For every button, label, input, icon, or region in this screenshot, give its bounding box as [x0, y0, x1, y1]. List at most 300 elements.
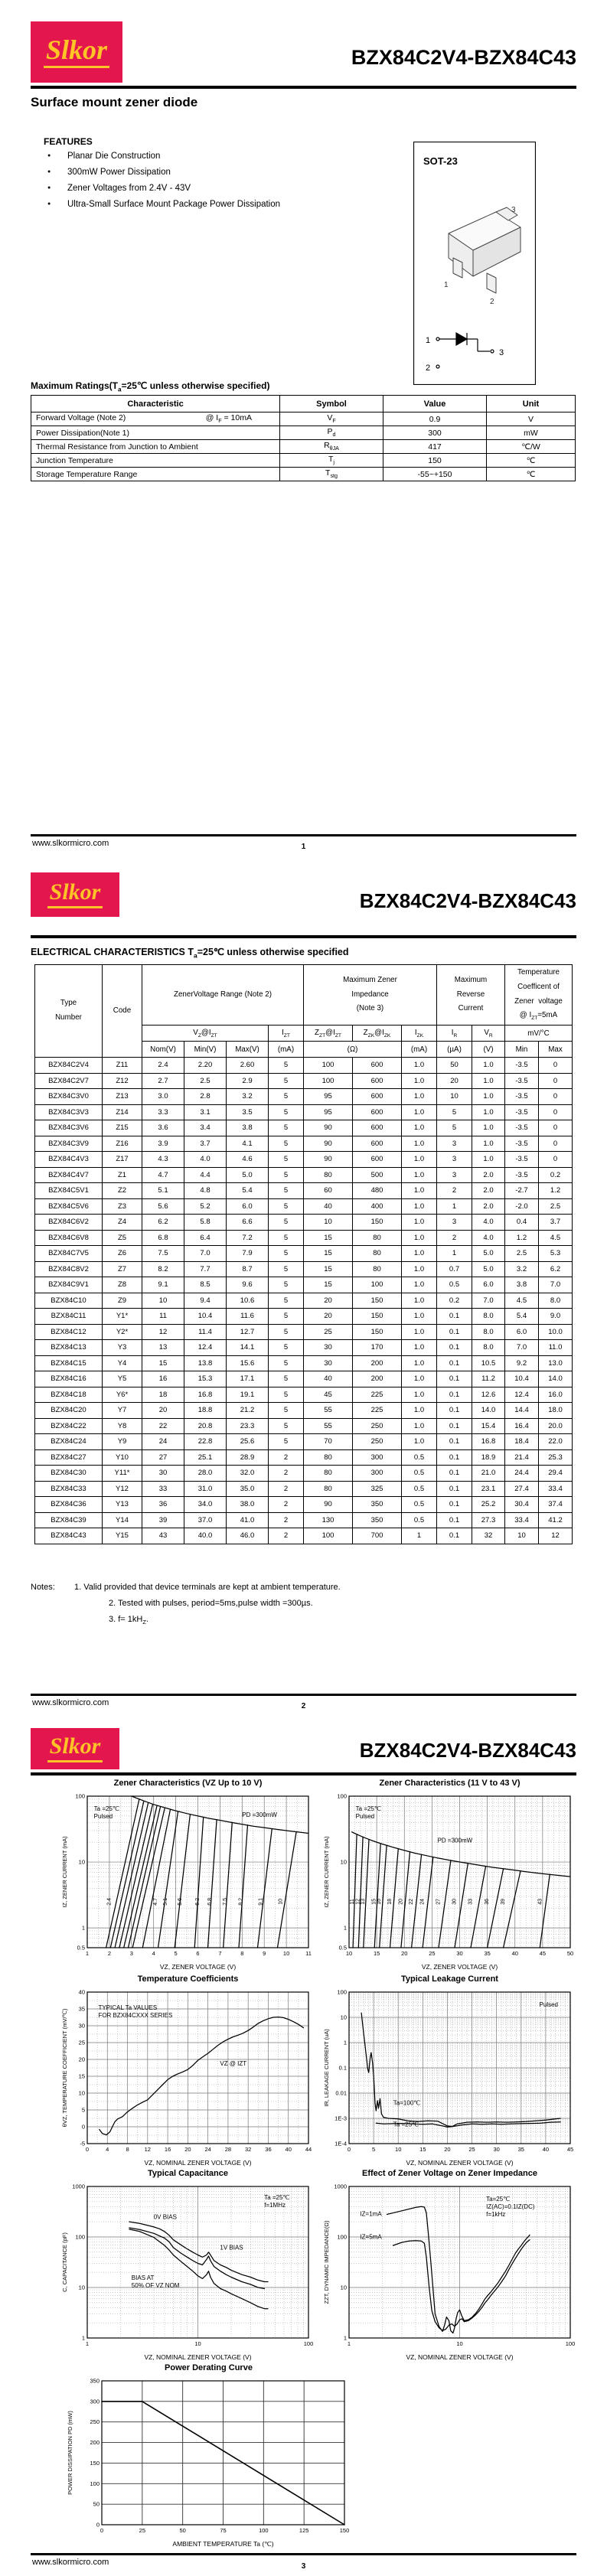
table-cell: 5: [269, 1277, 304, 1293]
table-cell: 170: [353, 1340, 402, 1356]
column-header: (µA): [437, 1042, 472, 1058]
table-cell: 6.6: [227, 1215, 269, 1231]
table-cell: $R_{\theta JA}$: [280, 440, 383, 454]
svg-text:-5: -5: [80, 2140, 85, 2147]
svg-text:TYPICAL Ta VALUES: TYPICAL Ta VALUES: [98, 2004, 158, 2011]
table-cell: mW: [487, 426, 576, 440]
svg-text:8: 8: [126, 2146, 129, 2153]
table-cell: Y1*: [103, 1309, 142, 1325]
website-link[interactable]: www.slkormicro.com: [32, 839, 109, 848]
diode-symbol: [436, 333, 494, 368]
table-cell: -2.7: [505, 1183, 539, 1199]
svg-text:15: 15: [78, 2072, 85, 2080]
part-number-title: BZX84C2V4-BZX84C43: [351, 46, 576, 69]
table-cell: 8.0: [472, 1324, 505, 1340]
table-cell: 90: [304, 1120, 353, 1136]
table-cell: 7.7: [184, 1261, 227, 1277]
table-cell: 1.0: [402, 1230, 437, 1246]
table-cell: 28.0: [184, 1466, 227, 1482]
table-cell: 2.5: [505, 1246, 539, 1262]
feature-item: ● Ultra-Small Surface Mount Package Power Dissipation: [44, 200, 280, 216]
website-link[interactable]: www.slkormicro.com: [32, 1698, 109, 1707]
table-cell: 5.3: [539, 1246, 573, 1262]
column-header: Max: [539, 1042, 573, 1058]
svg-text:10: 10: [78, 1858, 85, 1866]
svg-text:250: 250: [90, 2418, 100, 2426]
table-cell: Z8: [103, 1277, 142, 1293]
svg-text:1: 1: [81, 2334, 85, 2342]
table-cell: 1.0: [402, 1136, 437, 1152]
table-cell: 5: [269, 1198, 304, 1215]
table-cell: 33.4: [505, 1512, 539, 1528]
svg-text:10: 10: [395, 2146, 402, 2153]
table-cell: 0.2: [539, 1167, 573, 1183]
svg-text:2: 2: [107, 1950, 111, 1957]
table-cell: 150: [353, 1293, 402, 1309]
table-cell: 5: [269, 1293, 304, 1309]
header-rule: [31, 86, 576, 89]
table-cell: 25: [304, 1324, 353, 1340]
table-cell: BZX84C3V3: [35, 1104, 103, 1120]
column-header: $Z_{ZT}@I_{ZT}$: [304, 1026, 353, 1042]
table-cell: 7.0: [539, 1277, 573, 1293]
table-cell: 400: [353, 1198, 402, 1215]
column-header: Min(V): [184, 1042, 227, 1058]
svg-text:50% OF VZ NOM: 50% OF VZ NOM: [131, 2281, 180, 2289]
table-cell: Power Dissipation(Note 1): [31, 426, 280, 440]
table-cell: 5: [269, 1136, 304, 1152]
electrical-characteristics-heading: ELECTRICAL CHARACTERISTICS $T_a=25℃$ unless otherwise specified: [31, 947, 349, 960]
table-row: [35, 1324, 573, 1340]
svg-text:150: 150: [90, 2459, 100, 2467]
svg-text:BIAS AT: BIAS AT: [131, 2274, 155, 2281]
table-cell: Z9: [103, 1293, 142, 1309]
table-cell: 3: [437, 1215, 472, 1231]
table-cell: 1.0: [472, 1089, 505, 1105]
svg-text:0V BIAS: 0V BIAS: [153, 2213, 177, 2221]
table-cell: 43: [142, 1528, 184, 1544]
table-cell: 2: [437, 1230, 472, 1246]
svg-text:300: 300: [90, 2398, 100, 2405]
table-cell: 5: [269, 1167, 304, 1183]
table-cell: 20: [304, 1293, 353, 1309]
table-cell: 300: [353, 1449, 402, 1466]
table-cell: ℃/W: [487, 440, 576, 454]
table-cell: 0.5: [402, 1466, 437, 1482]
table-cell: 2: [269, 1497, 304, 1513]
table-cell: 1.0: [472, 1152, 505, 1168]
table-cell: 14.0: [472, 1403, 505, 1419]
table-row: [35, 1340, 573, 1356]
datasheet-page-1: [0, 0, 607, 849]
table-cell: 5: [269, 1387, 304, 1403]
table-cell: 5.0: [472, 1261, 505, 1277]
table-cell: 1.0: [472, 1136, 505, 1152]
column-header: Nom(V): [142, 1042, 184, 1058]
table-cell: 5: [269, 1418, 304, 1434]
table-cell: BZX84C8V2: [35, 1261, 103, 1277]
table-cell: 80: [353, 1230, 402, 1246]
table-cell: 250: [353, 1434, 402, 1450]
table-cell: -3.5: [505, 1167, 539, 1183]
chart-zener-characteristics-high: [321, 1779, 578, 1972]
svg-text:2: 2: [490, 298, 494, 306]
table-cell: 8.0: [472, 1340, 505, 1356]
table-cell: 34.0: [184, 1497, 227, 1513]
table-cell: 0.9: [383, 412, 487, 426]
svg-text:PD =300mW: PD =300mW: [242, 1811, 277, 1818]
svg-text:36: 36: [485, 1898, 491, 1905]
table-cell: 5.1: [142, 1183, 184, 1199]
table-cell: -3.5: [505, 1136, 539, 1152]
svg-text:POWER DISSIPATION PD (mW): POWER DISSIPATION PD (mW): [67, 2411, 73, 2495]
table-cell: 2.5: [539, 1198, 573, 1215]
table-cell: 60: [304, 1183, 353, 1199]
table-cell: 0.2: [437, 1293, 472, 1309]
table-cell: 5: [269, 1089, 304, 1105]
svg-text:IR, LEAKAGE CURRENT (uA): IR, LEAKAGE CURRENT (uA): [323, 2029, 330, 2107]
table-cell: 1.0: [402, 1152, 437, 1168]
table-row: [35, 1167, 573, 1183]
svg-text:20: 20: [401, 1950, 408, 1957]
table-cell: 80: [304, 1481, 353, 1497]
svg-text:10: 10: [345, 1950, 353, 1957]
table-cell: 1.0: [402, 1293, 437, 1309]
table-cell: 0.5: [402, 1449, 437, 1466]
table-cell: 5: [269, 1183, 304, 1199]
table-row: [31, 454, 576, 468]
table-row: [35, 1246, 573, 1262]
table-cell: 0: [539, 1073, 573, 1089]
svg-text:3: 3: [129, 1950, 133, 1957]
table-row: [31, 440, 576, 454]
table-cell: 80: [304, 1449, 353, 1466]
column-header: (mA): [269, 1042, 304, 1058]
table-cell: 0.1: [437, 1355, 472, 1371]
svg-text:100: 100: [75, 1792, 85, 1800]
table-cell: 7.0: [472, 1293, 505, 1309]
table-cell: 130: [304, 1512, 353, 1528]
table-cell: 40: [304, 1198, 353, 1215]
table-cell: 5.6: [142, 1198, 184, 1215]
table-cell: 3.7: [539, 1215, 573, 1231]
table-cell: 0.1: [437, 1512, 472, 1528]
table-cell: 18.4: [505, 1434, 539, 1450]
svg-text:40: 40: [542, 2146, 550, 2153]
table-cell: -55~+150: [383, 468, 487, 481]
svg-text:VZ, NOMINAL ZENER VOLTAGE (V): VZ, NOMINAL ZENER VOLTAGE (V): [406, 2159, 514, 2167]
table-cell: 0: [539, 1152, 573, 1168]
table-cell: 36: [142, 1497, 184, 1513]
part-number-title: BZX84C2V4-BZX84C43: [359, 889, 576, 912]
svg-text:5: 5: [81, 2106, 85, 2114]
svg-text:2.4: 2.4: [106, 1897, 113, 1906]
svg-text:20: 20: [398, 1898, 404, 1905]
table-cell: Z11: [103, 1058, 142, 1074]
table-cell: 0.1: [437, 1449, 472, 1466]
table-cell: 80: [353, 1246, 402, 1262]
table-cell: 6.2: [539, 1261, 573, 1277]
table-cell: 21.0: [472, 1466, 505, 1482]
table-cell: 1.2: [505, 1230, 539, 1246]
table-cell: 25.1: [184, 1449, 227, 1466]
svg-text:100: 100: [75, 2233, 85, 2241]
svg-text:0.1: 0.1: [338, 2064, 347, 2072]
table-cell: 0.1: [437, 1497, 472, 1513]
column-header: Maximum Reverse Current: [437, 965, 505, 1026]
svg-text:35: 35: [78, 2005, 85, 2013]
svg-text:1: 1: [347, 2340, 351, 2347]
table-row: [35, 1449, 573, 1466]
chart-title: Zener Characteristics (11 V to 43 V): [379, 1779, 521, 1788]
table-cell: 4.8: [184, 1183, 227, 1199]
svg-text:35: 35: [484, 1950, 491, 1957]
table-cell: Z15: [103, 1120, 142, 1136]
table-cell: 35.0: [227, 1481, 269, 1497]
svg-text:4: 4: [152, 1950, 155, 1957]
table-cell: 38.0: [227, 1497, 269, 1513]
table-cell: 0: [539, 1136, 573, 1152]
slkor-logo: [31, 21, 122, 83]
table-cell: 37.0: [184, 1512, 227, 1528]
table-cell: $P_d$: [280, 426, 383, 440]
part-number-title: BZX84C2V4-BZX84C43: [359, 1739, 576, 1762]
chart-title: Typical Capacitance: [148, 2169, 228, 2178]
table-cell: 6.0: [227, 1198, 269, 1215]
table-cell: 3.9: [142, 1136, 184, 1152]
table-cell: Z3: [103, 1198, 142, 1215]
table-cell: 90: [304, 1152, 353, 1168]
svg-text:45: 45: [539, 1950, 547, 1957]
svg-text:13: 13: [361, 1898, 367, 1905]
table-cell: 9.2: [505, 1355, 539, 1371]
table-row: [35, 1403, 573, 1419]
column-header: Temperature Coefficent of Zener voltage @ $I_{ZT}=5mA$: [505, 965, 573, 1026]
chart-temperature-coefficients: [60, 1974, 316, 2168]
table-cell: 95: [304, 1089, 353, 1105]
table-row: [35, 1293, 573, 1309]
table-cell: BZX84C7V5: [35, 1246, 103, 1262]
table-cell: 8.0: [539, 1293, 573, 1309]
table-cell: 12.4: [184, 1340, 227, 1356]
table-cell: 5: [269, 1309, 304, 1325]
table-cell: 150: [353, 1324, 402, 1340]
svg-text:15: 15: [419, 2146, 426, 2153]
table-cell: 12: [539, 1528, 573, 1544]
table-cell: 5: [269, 1434, 304, 1450]
table-cell: 350: [353, 1497, 402, 1513]
svg-text:15: 15: [371, 1898, 377, 1905]
table-cell: 80: [353, 1261, 402, 1277]
max-ratings-heading: Maximum $Ratings(T_a=25℃$ unless otherwise specified): [31, 380, 270, 393]
table-cell: BZX84C33: [35, 1481, 103, 1497]
table-cell: 600: [353, 1120, 402, 1136]
table-cell: Z12: [103, 1073, 142, 1089]
table-cell: BZX84C10: [35, 1293, 103, 1309]
svg-text:VZ, ZENER VOLTAGE (V): VZ, ZENER VOLTAGE (V): [421, 1963, 498, 1971]
table-cell: ℃: [487, 468, 576, 481]
feature-item: ● 300mW Power Dissipation: [44, 168, 280, 184]
table-cell: -3.5: [505, 1152, 539, 1168]
table-cell: 0.7: [437, 1261, 472, 1277]
table-cell: 1: [437, 1246, 472, 1262]
page-number: 3: [301, 2562, 306, 2571]
svg-text:6.2: 6.2: [194, 1897, 201, 1906]
table-cell: BZX84C5V6: [35, 1198, 103, 1215]
table-cell: 50: [437, 1058, 472, 1074]
table-cell: 23.1: [472, 1481, 505, 1497]
svg-text:10: 10: [78, 2089, 85, 2097]
table-cell: 3.1: [184, 1104, 227, 1120]
notes-section: [31, 1583, 341, 1632]
table-cell: 1.0: [472, 1058, 505, 1074]
datasheet-page-2: [0, 849, 607, 1708]
table-cell: BZX84C4V3: [35, 1152, 103, 1168]
column-header: Code: [103, 965, 142, 1058]
svg-text:1: 1: [85, 1950, 90, 1957]
table-cell: 4.4: [184, 1167, 227, 1183]
svg-text:15: 15: [373, 1950, 380, 1957]
svg-text:100: 100: [337, 1792, 347, 1800]
chart-canvas: [60, 2180, 316, 2362]
svg-text:SOT-23: SOT-23: [423, 155, 458, 167]
table-cell: 40.0: [184, 1528, 227, 1544]
table-row: [31, 426, 576, 440]
svg-text:100: 100: [337, 2233, 347, 2241]
table-cell: Z17: [103, 1152, 142, 1168]
header-rule: [31, 1772, 576, 1775]
table-cell: BZX84C5V1: [35, 1183, 103, 1199]
table-cell: 1.0: [402, 1120, 437, 1136]
table-cell: 0.1: [437, 1418, 472, 1434]
page-title: Surface mount zener diode: [31, 95, 198, 109]
table-row: [35, 1230, 573, 1246]
table-cell: Z16: [103, 1136, 142, 1152]
table-cell: 25.2: [472, 1497, 505, 1513]
table-cell: 30.4: [505, 1497, 539, 1513]
svg-text:27: 27: [436, 1898, 442, 1905]
svg-text:VZ, NOMINAL ZENER VOLTAGE (V): VZ, NOMINAL ZENER VOLTAGE (V): [406, 2353, 514, 2361]
table-cell: 10.6: [227, 1293, 269, 1309]
svg-text:18: 18: [387, 1898, 393, 1905]
website-link[interactable]: www.slkormicro.com: [32, 2558, 109, 2567]
table-cell: 2: [269, 1528, 304, 1544]
table-cell: 46.0: [227, 1528, 269, 1544]
svg-text:Ta =25℃: Ta =25℃: [264, 2193, 290, 2201]
table-row: [35, 1198, 573, 1215]
table-cell: 1.0: [402, 1104, 437, 1120]
table-cell: 2: [269, 1449, 304, 1466]
table-cell: 3.2: [505, 1261, 539, 1277]
table-cell: 2.0: [472, 1183, 505, 1199]
table-cell: 1.0: [472, 1104, 505, 1120]
table-cell: Z6: [103, 1246, 142, 1262]
table-cell: 3: [437, 1152, 472, 1168]
table-cell: 5: [269, 1073, 304, 1089]
svg-text:50: 50: [179, 2527, 186, 2534]
table-cell: 1.0: [402, 1309, 437, 1325]
table-cell: 31.0: [184, 1481, 227, 1497]
table-cell: 3.5: [227, 1104, 269, 1120]
svg-text:45: 45: [566, 2146, 574, 2153]
table-row: [35, 1215, 573, 1231]
table-cell: 16.8: [184, 1387, 227, 1403]
table-cell: BZX84C11: [35, 1309, 103, 1325]
table-cell: 24: [142, 1434, 184, 1450]
svg-text:100: 100: [565, 2340, 576, 2347]
table-cell: 15: [142, 1355, 184, 1371]
table-row: [35, 1466, 573, 1482]
column-header: Unit: [487, 396, 576, 412]
chart-title: Temperature Coefficients: [137, 1974, 239, 1984]
table-cell: 11.4: [184, 1324, 227, 1340]
table-cell: 6.0: [472, 1277, 505, 1293]
svg-text:Ta=25℃: Ta=25℃: [486, 2195, 511, 2203]
column-header: Min: [505, 1042, 539, 1058]
table-cell: 9.0: [539, 1309, 573, 1325]
table-cell: 10: [142, 1293, 184, 1309]
table-cell: 5: [269, 1403, 304, 1419]
svg-text:5: 5: [174, 1950, 178, 1957]
table-cell: 225: [353, 1387, 402, 1403]
table-cell: BZX84C3V0: [35, 1089, 103, 1105]
table-cell: 5: [269, 1246, 304, 1262]
table-cell: BZX84C20: [35, 1403, 103, 1419]
table-cell: Y2*: [103, 1324, 142, 1340]
table-cell: 11.2: [472, 1371, 505, 1387]
chart-canvas: [321, 1790, 578, 1972]
table-cell: 5: [269, 1152, 304, 1168]
table-cell: 1.0: [402, 1355, 437, 1371]
table-cell: BZX84C18: [35, 1387, 103, 1403]
svg-text:1E-4: 1E-4: [335, 2140, 347, 2147]
svg-text:FOR BZX84CXXX SERIES: FOR BZX84CXXX SERIES: [98, 2011, 173, 2019]
table-cell: 5: [269, 1324, 304, 1340]
table-cell: 2: [269, 1481, 304, 1497]
column-header: Value: [383, 396, 487, 412]
table-cell: 0.1: [437, 1340, 472, 1356]
svg-text:1: 1: [343, 1924, 347, 1932]
table-cell: 15.6: [227, 1355, 269, 1371]
table-cell: 16.4: [505, 1418, 539, 1434]
table-cell: 10: [437, 1089, 472, 1105]
svg-text:C, CAPACITANCE (pF): C, CAPACITANCE (pF): [61, 2232, 68, 2292]
table-row: [35, 1387, 573, 1403]
table-cell: BZX84C2V4: [35, 1058, 103, 1074]
table-cell: 18.8: [184, 1403, 227, 1419]
table-cell: -3.5: [505, 1073, 539, 1089]
chart-canvas: [321, 1986, 578, 2168]
svg-text:35: 35: [517, 2146, 524, 2153]
svg-text:9: 9: [263, 1950, 266, 1957]
table-cell: Y15: [103, 1528, 142, 1544]
svg-text:43: 43: [537, 1898, 543, 1905]
svg-text:IZ=1mA: IZ=1mA: [360, 2210, 382, 2218]
table-cell: 3: [437, 1167, 472, 1183]
svg-text:39: 39: [501, 1898, 507, 1905]
table-cell: BZX84C2V7: [35, 1073, 103, 1089]
chart-title: Typical Leakage Current: [401, 1974, 498, 1984]
table-row: [35, 1058, 573, 1074]
table-row: [35, 1481, 573, 1497]
table-cell: 1.0: [402, 1324, 437, 1340]
table-cell: 15: [304, 1277, 353, 1293]
table-cell: 9.6: [227, 1277, 269, 1293]
svg-text:9.1: 9.1: [258, 1897, 264, 1906]
slkor-logo-text: Slkor: [47, 1735, 103, 1762]
table-cell: 9.1: [142, 1277, 184, 1293]
table-cell: BZX84C6V2: [35, 1215, 103, 1231]
